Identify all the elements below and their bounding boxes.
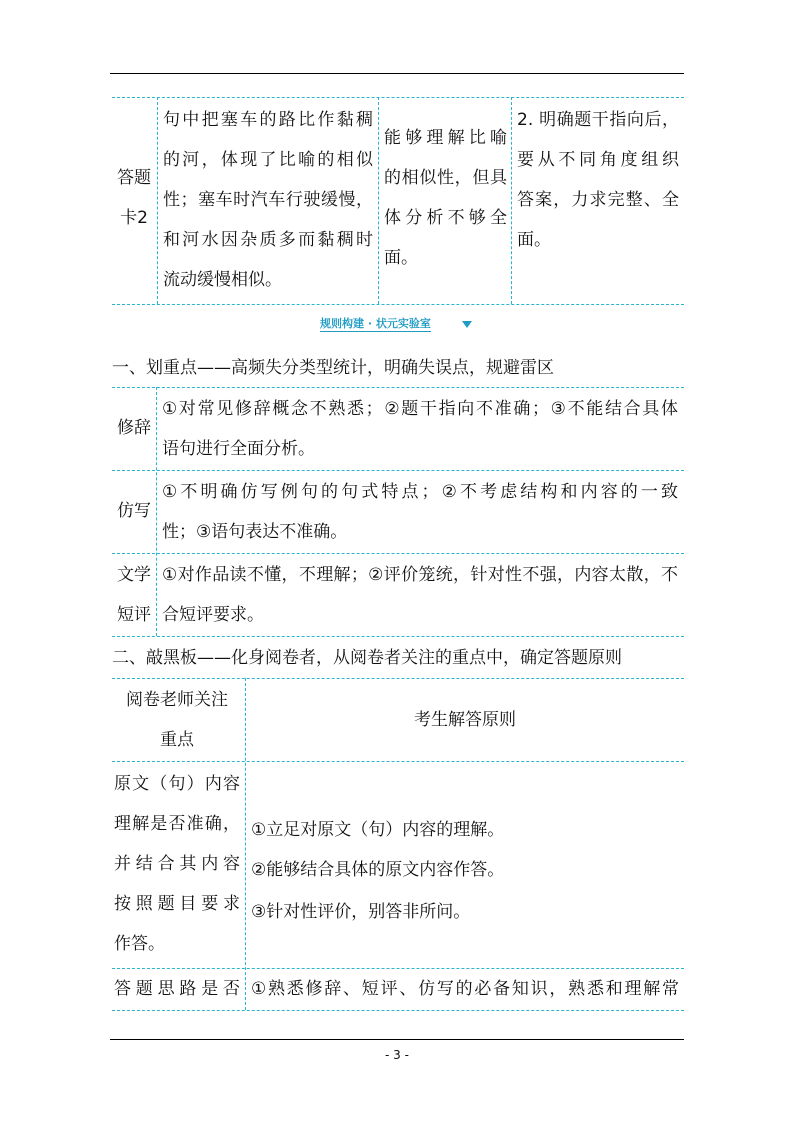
- s1-line-2: [112, 553, 684, 554]
- s2-header-col2: 考生解答原则: [414, 710, 516, 730]
- section2-title: 二、敲黑板——化身阅卷者，从阅卷者关注的重点中，确定答题原则: [112, 648, 622, 668]
- s2-line-top: [112, 678, 684, 679]
- top-table-divider-2: [378, 97, 379, 304]
- s1-row2-content: ①不明确仿写例句的句式特点；②不考虑结构和内容的一致 性；③语句表达不准确。: [162, 482, 678, 542]
- section1-title: 一、划重点——高频失分类型统计，明确失误点，规避雷区: [112, 358, 554, 378]
- top-table-border-bottom: [112, 304, 684, 305]
- top-table-divider-3: [511, 97, 512, 304]
- s2-row1-principle-1: ①立足对原文（句）内容的理解。: [251, 820, 505, 840]
- s2-header-col1: 阅卷老师关注 重点: [126, 690, 228, 750]
- s2-row1-principle-3: ③针对性评价，别答非所问。: [251, 902, 471, 922]
- footer-rule: [110, 1039, 684, 1040]
- section-banner: 规则构建 · 状元实验室: [320, 312, 472, 336]
- top-table-comment: 能够理解比喻 的相似性，但具 体分析不够全 面。: [384, 128, 507, 268]
- s1-row3-content: ①对作品读不懂，不理解；②评价笼统，针对性不强，内容太散，不 合短评要求。: [162, 565, 678, 625]
- s2-row1-principle-2: ②能够结合具体的原文内容作答。: [251, 860, 505, 880]
- top-table-label: 答题 卡2: [117, 168, 151, 228]
- s1-row3-label: 文学 短评: [117, 565, 151, 625]
- s2-row2-focus: 答题思路是否: [114, 979, 240, 999]
- s2-row2-principle: ①熟悉修辞、短评、仿写的必备知识，熟悉和理解常: [251, 979, 679, 999]
- top-table-answer: 句中把塞车的路比作黏稠 的河，体现了比喻的相似 性；塞车时汽车行驶缓慢， 和河水因杂质多而黏稠时 流动缓慢相似。: [163, 110, 373, 290]
- chevron-down-icon: [462, 321, 472, 328]
- s2-line-1: [112, 761, 684, 762]
- header-rule: [110, 73, 684, 74]
- top-table-divider-1: [157, 97, 158, 304]
- s1-row2-label: 仿写: [117, 501, 151, 521]
- top-table-tip: 2. 明确题干指向后， 要从不同角度组织 答案，力求完整、全 面。: [517, 110, 679, 250]
- s2-line-bottom: [112, 1010, 684, 1011]
- page-number: - 3 -: [385, 1048, 409, 1062]
- s1-line-bottom: [112, 636, 684, 637]
- s1-line-top: [112, 387, 684, 388]
- s1-row1-content: ①对常见修辞概念不熟悉；②题干指向不准确；③不能结合具体 语句进行全面分析。: [162, 399, 678, 459]
- s2-row1-focus: 原文（句）内容 理解是否准确， 并结合其内容 按照题目要求 作答。: [114, 774, 240, 954]
- s1-line-1: [112, 470, 684, 471]
- s1-divider: [156, 387, 157, 636]
- s1-row1-label: 修辞: [117, 418, 151, 438]
- top-table-border-top: [112, 97, 684, 98]
